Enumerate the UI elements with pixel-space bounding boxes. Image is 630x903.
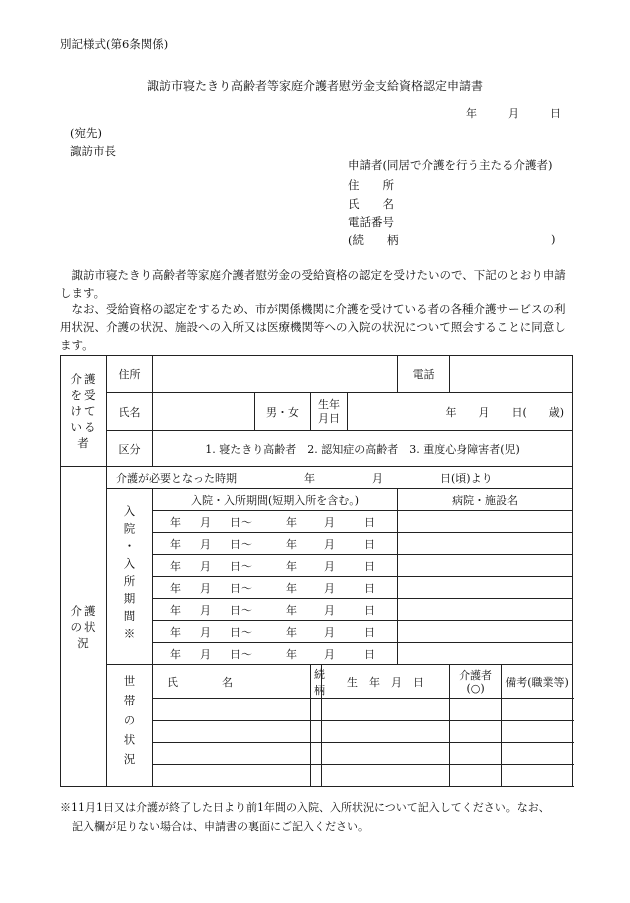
household-remarks-header: 備考(職業等) (502, 665, 573, 699)
name-field[interactable] (153, 393, 255, 431)
period-row[interactable] (153, 555, 398, 577)
period-end-month: 月 (324, 647, 335, 661)
period-end-year: 年 (286, 515, 297, 529)
date-year: 年 (466, 107, 477, 120)
period-end-day: 日 (364, 603, 375, 617)
name-label: 氏名 (107, 393, 153, 431)
admission-label: 入院・入所期間※ (107, 489, 153, 665)
household-birth-cell[interactable] (322, 765, 450, 787)
household-birth-cell[interactable] (322, 721, 450, 743)
period-start-year: 年 (170, 581, 181, 595)
birth-field[interactable]: 年 月 日( 歳) (348, 393, 573, 431)
period-end-day: 日 (364, 647, 375, 661)
period-end-year: 年 (286, 603, 297, 617)
household-birth-cell[interactable] (322, 743, 450, 765)
care-start-year: 年 (304, 471, 315, 485)
period-end-year: 年 (286, 625, 297, 639)
addressee-name: 諏訪市長 (70, 144, 116, 158)
period-start-month: 月 (200, 537, 211, 551)
recipient-section-label: 介護を受けている者 (61, 356, 107, 467)
period-row[interactable] (153, 577, 398, 599)
period-start-day: 日〜 (230, 537, 252, 551)
period-start-day: 日〜 (230, 581, 252, 595)
care-start-prefix: 介護が必要となった時期 (116, 471, 237, 485)
category-options[interactable]: 1. 寝たきり高齢者 2. 認知症の高齢者 3. 重度心身障害者(児) (153, 431, 573, 467)
period-row[interactable] (153, 511, 398, 533)
period-start-month: 月 (200, 581, 211, 595)
facility-cell[interactable] (398, 511, 573, 533)
household-label: 世帯の状況 (107, 665, 153, 787)
period-start-day: 日〜 (230, 515, 252, 529)
period-start-month: 月 (200, 515, 211, 529)
household-name-cell[interactable] (153, 765, 311, 787)
period-start-year: 年 (170, 559, 181, 573)
household-name-cell[interactable] (153, 721, 311, 743)
period-end-year: 年 (286, 559, 297, 573)
phone-label: 電話 (398, 356, 450, 393)
household-relation-cell[interactable] (311, 743, 322, 765)
facility-cell[interactable] (398, 555, 573, 577)
household-name-header: 氏 名 (153, 665, 311, 699)
period-end-month: 月 (324, 559, 335, 573)
care-section-label: 介護の状況 (61, 467, 107, 787)
household-birth-cell[interactable] (322, 699, 450, 721)
footnote-line-1: ※11月1日又は介護が終了した日より前1年間の入院、入所状況について記入してください。なお、 (60, 801, 550, 814)
main-form-table (60, 355, 573, 787)
birth-label: 生年月日 (311, 393, 348, 431)
household-remarks-cell[interactable] (502, 765, 573, 787)
applicant-heading: 申請者(同居で介護を行う主たる介護者) (348, 158, 553, 172)
care-start-row[interactable] (107, 467, 573, 489)
address-field[interactable] (153, 356, 398, 393)
facility-cell[interactable] (398, 533, 573, 555)
applicant-relation-open: (続 柄 (348, 233, 399, 247)
household-caregiver-cell[interactable] (450, 765, 502, 787)
phone-field[interactable] (450, 356, 573, 393)
page-title: 諏訪市寝たきり高齢者等家庭介護者慰労金支給資格認定申請書 (146, 79, 483, 93)
period-start-year: 年 (170, 515, 181, 529)
household-relation-cell[interactable] (311, 699, 322, 721)
period-end-month: 月 (324, 581, 335, 595)
household-remarks-cell[interactable] (502, 721, 573, 743)
paragraph-1: 諏訪市寝たきり高齢者等家庭介護者慰労金の受給資格の認定を受けたいので、下記のとおり申請します。 (60, 268, 566, 300)
footnote-line-2: 記入欄が足りない場合は、申請書の裏面にご記入ください。 (72, 820, 369, 833)
period-end-day: 日 (364, 559, 375, 573)
period-end-day: 日 (364, 625, 375, 639)
facility-cell[interactable] (398, 621, 573, 643)
period-start-day: 日〜 (230, 647, 252, 661)
addressee-prefix: (宛先) (70, 126, 102, 140)
household-caregiver-cell[interactable] (450, 743, 502, 765)
period-row[interactable] (153, 643, 398, 665)
care-start-day: 日(頃)より (440, 471, 493, 485)
date-day: 日 (550, 107, 561, 120)
period-start-day: 日〜 (230, 559, 252, 573)
period-header: 入院・入所期間(短期入所を含む。) (153, 489, 398, 511)
period-end-day: 日 (364, 515, 375, 529)
household-relation-cell[interactable] (311, 721, 322, 743)
period-end-day: 日 (364, 537, 375, 551)
facility-cell[interactable] (398, 577, 573, 599)
household-name-cell[interactable] (153, 699, 311, 721)
period-start-day: 日〜 (230, 603, 252, 617)
period-start-year: 年 (170, 625, 181, 639)
household-remarks-cell[interactable] (502, 699, 573, 721)
care-start-month: 月 (372, 471, 383, 485)
address-label: 住所 (107, 356, 153, 393)
period-start-year: 年 (170, 603, 181, 617)
period-start-year: 年 (170, 537, 181, 551)
household-remarks-cell[interactable] (502, 743, 573, 765)
period-start-month: 月 (200, 647, 211, 661)
household-caregiver-header: 介護者(○) (450, 665, 502, 699)
period-end-month: 月 (324, 537, 335, 551)
form-label: 別記様式(第6条関係) (60, 37, 169, 51)
household-relation-cell[interactable] (311, 765, 322, 787)
applicant-phone-label: 電話番号 (348, 215, 394, 229)
period-start-month: 月 (200, 603, 211, 617)
gender-select[interactable]: 男・女 (255, 393, 311, 431)
household-name-cell[interactable] (153, 743, 311, 765)
period-start-month: 月 (200, 559, 211, 573)
household-relation-header: 続柄 (311, 665, 322, 699)
household-caregiver-cell[interactable] (450, 721, 502, 743)
facility-header: 病院・施設名 (398, 489, 573, 511)
period-end-year: 年 (286, 537, 297, 551)
period-row[interactable] (153, 599, 398, 621)
facility-cell[interactable] (398, 599, 573, 621)
period-start-year: 年 (170, 647, 181, 661)
period-start-month: 月 (200, 625, 211, 639)
category-label: 区分 (107, 431, 153, 467)
period-start-day: 日〜 (230, 625, 252, 639)
applicant-relation-close: ) (551, 232, 556, 246)
period-end-month: 月 (324, 515, 335, 529)
applicant-address-label: 住 所 (348, 178, 394, 192)
period-end-month: 月 (324, 625, 335, 639)
household-caregiver-cell[interactable] (450, 699, 502, 721)
household-birth-header: 生 年 月 日 (322, 665, 450, 699)
paragraph-2: なお、受給資格の認定をするため、市が関係機関に介護を受けている者の各種介護サービスの利用状況、介護の状況、施設への入所又は医療機関等への入院の状況について照会することに同意します。 (60, 302, 566, 352)
period-end-year: 年 (286, 647, 297, 661)
facility-cell[interactable] (398, 643, 573, 665)
period-end-day: 日 (364, 581, 375, 595)
period-row[interactable] (153, 533, 398, 555)
period-end-year: 年 (286, 581, 297, 595)
period-end-month: 月 (324, 603, 335, 617)
applicant-name-label: 氏 名 (348, 197, 394, 211)
date-month: 月 (508, 107, 519, 120)
period-row[interactable] (153, 621, 398, 643)
date-line (466, 105, 561, 121)
